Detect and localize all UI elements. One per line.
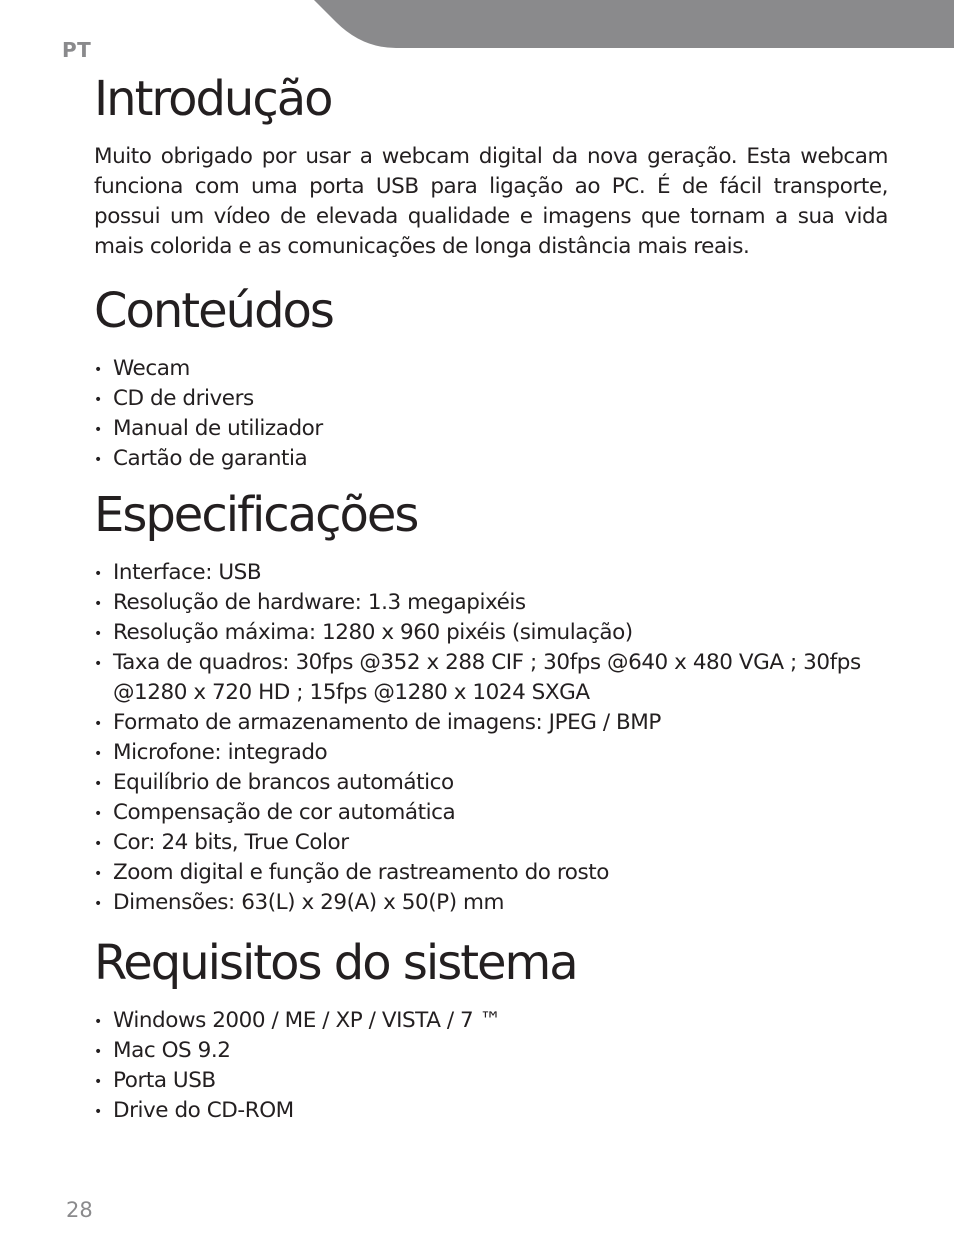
bullet: • <box>94 1044 102 1060</box>
bullet: • <box>94 596 102 612</box>
list-item <box>94 618 888 648</box>
list-item <box>94 708 888 738</box>
list-item-text: Resolução máxima: 1280 x 960 pixéis (simulação) <box>113 620 633 645</box>
list-item-text: Manual de utilizador <box>113 416 323 441</box>
specifications-list <box>94 558 888 918</box>
list-item <box>94 858 888 888</box>
section-system-requirements <box>94 932 888 1126</box>
bullet: • <box>94 422 102 438</box>
list-item <box>94 384 888 414</box>
list-item-text: Drive do CD-ROM <box>113 1098 294 1123</box>
page-number: 28 <box>66 1198 93 1222</box>
bullet: • <box>94 866 102 882</box>
bullet: • <box>94 626 102 642</box>
list-item <box>94 1036 888 1066</box>
list-item <box>94 588 888 618</box>
list-item <box>94 1066 888 1096</box>
header-tab-shape <box>314 0 954 48</box>
list-item <box>94 414 888 444</box>
list-item <box>94 558 888 588</box>
bullet: • <box>94 566 102 582</box>
list-item-text: Cartão de garantia <box>113 446 308 471</box>
bullet: • <box>94 392 102 408</box>
list-item-text: Cor: 24 bits, True Color <box>113 830 349 855</box>
bullet: • <box>94 806 102 822</box>
list-item <box>94 738 888 768</box>
list-item-text: Microfone: integrado <box>113 740 328 765</box>
list-item-text: Dimensões: 63(L) x 29(A) x 50(P) mm <box>113 890 504 915</box>
page-content <box>94 68 888 1126</box>
section-title-introduction: Introdução <box>94 71 332 127</box>
section-title-specifications: Especificações <box>94 487 418 543</box>
list-item <box>94 828 888 858</box>
bullet: • <box>94 1104 102 1120</box>
list-item <box>94 768 888 798</box>
section-title-contents: Conteúdos <box>94 283 333 339</box>
bullet: • <box>94 1014 102 1030</box>
list-item-text: Compensação de cor automática <box>113 800 456 825</box>
bullet: • <box>94 1074 102 1090</box>
bullet: • <box>94 362 102 378</box>
list-item <box>94 1096 888 1126</box>
list-item-text: Windows 2000 / ME / XP / VISTA / 7 ™ <box>113 1008 501 1033</box>
section-title-system-requirements: Requisitos do sistema <box>94 935 577 991</box>
section-introduction <box>94 68 888 262</box>
list-item-text: Formato de armazenamento de imagens: JPEG / BMP <box>113 710 661 735</box>
requirements-list <box>94 1006 888 1126</box>
list-item-text: Wecam <box>113 356 190 381</box>
bullet: • <box>94 836 102 852</box>
section-specifications <box>94 484 888 918</box>
list-item-text: Zoom digital e função de rastreamento do rosto <box>113 860 609 885</box>
list-item <box>94 888 888 918</box>
list-item <box>94 1006 888 1036</box>
bullet: • <box>94 776 102 792</box>
list-item-text: Porta USB <box>113 1068 216 1093</box>
bullet: • <box>94 452 102 468</box>
list-item <box>94 444 888 474</box>
list-item-text: Equilíbrio de brancos automático <box>113 770 454 795</box>
list-item-text: Interface: USB <box>113 560 262 585</box>
list-item <box>94 648 888 708</box>
section-contents <box>94 280 888 474</box>
language-code: PT <box>62 38 92 62</box>
intro-paragraph: Muito obrigado por usar a webcam digital da nova geração. Esta webcam funciona com uma porta USB para ligação ao PC. É de fácil transporte, possui um vídeo de elevada qualidade e imagens que tornam a sua vida mais colorida e as comunicações de longa distância mais reais. <box>94 144 888 259</box>
list-item-text: Mac OS 9.2 <box>113 1038 231 1063</box>
bullet: • <box>94 896 102 912</box>
list-item <box>94 354 888 384</box>
bullet: • <box>94 656 102 672</box>
bullet: • <box>94 746 102 762</box>
bullet: • <box>94 716 102 732</box>
list-item-text: Taxa de quadros: 30fps @352 x 288 CIF ; 30fps @640 x 480 VGA ; 30fps @1280 x 720 HD ; 15fps @1280 x 1024 SXGA <box>113 650 861 705</box>
list-item-text: Resolução de hardware: 1.3 megapixéis <box>113 590 526 615</box>
list-item <box>94 798 888 828</box>
list-item-text: CD de drivers <box>113 386 254 411</box>
contents-list <box>94 354 888 474</box>
